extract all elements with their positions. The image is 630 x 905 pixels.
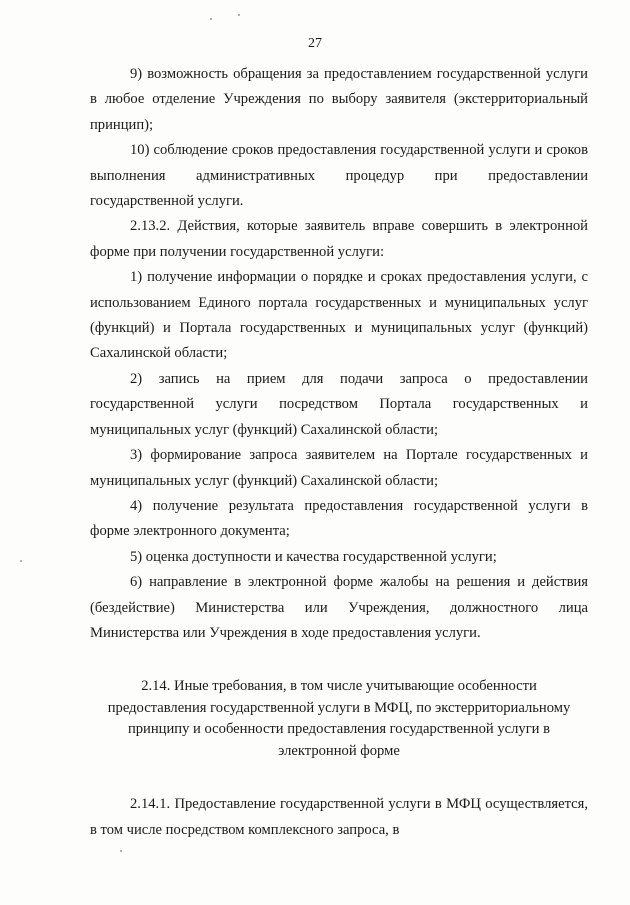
paragraph-item-1: 1) получение информации о порядке и сроках предоставления услуги, с использованием Единого портала государственных и муниципальных услуг (функций) и Портала государственных и муниципальных услуг (функций) Сахалинской области;: [90, 269, 588, 362]
page-content: [90, 62, 588, 843]
page-number: 27: [308, 36, 322, 51]
paragraph-item-4: 4) получение результата предоставления государственной услуги в форме электронного документа;: [90, 497, 588, 540]
scan-speck: [20, 560, 22, 562]
paragraph-item-6: 6) направление в электронной форме жалобы на решения и действия (бездействие) Министерства или Учреждения, должностного лица Министерства или Учреждения в ходе предоставления услуги.: [90, 574, 588, 641]
scan-speck: [210, 18, 212, 20]
heading-spacer: [90, 762, 588, 792]
paragraph-item-5: 5) оценка доступности и качества государственной услуги;: [130, 548, 497, 565]
paragraph-item-9: 9) возможность обращения за предоставлением государственной услуги в любое отделение Учреждения по выбору заявителя (экстерриториальный принцип);: [90, 66, 588, 133]
paragraph-2-13-2: 2.13.2. Действия, которые заявитель вправе совершить в электронной форме при получении государственной услуги:: [90, 218, 588, 260]
scan-speck: [238, 14, 240, 16]
paragraph-2-14-1: 2.14.1. Предоставление государственной услуги в МФЦ осуществляется, в том числе посредством комплексного запроса, в: [90, 796, 588, 838]
section-heading-2-14: 2.14. Иные требования, в том числе учитывающие особенности предоставления государственной услуги в МФЦ, по экстерриториальному принципу и особенности предоставления государственной услуги в электронной форме: [107, 678, 571, 759]
scan-speck: [120, 850, 122, 852]
paragraph-item-2: 2) запись на прием для подачи запроса о предоставлении государственной услуги посредством Портала государственных и муниципальных услуг (функций) Сахалинской области;: [90, 370, 588, 438]
paragraph-item-3: 3) формирование запроса заявителем на Портале государственных и муниципальных услуг (функций) Сахалинской области;: [90, 447, 588, 489]
paragraph-item-10: 10) соблюдение сроков предоставления государственной услуги и сроков выполнения административных процедур при предоставлении государственной услуги.: [90, 142, 588, 210]
